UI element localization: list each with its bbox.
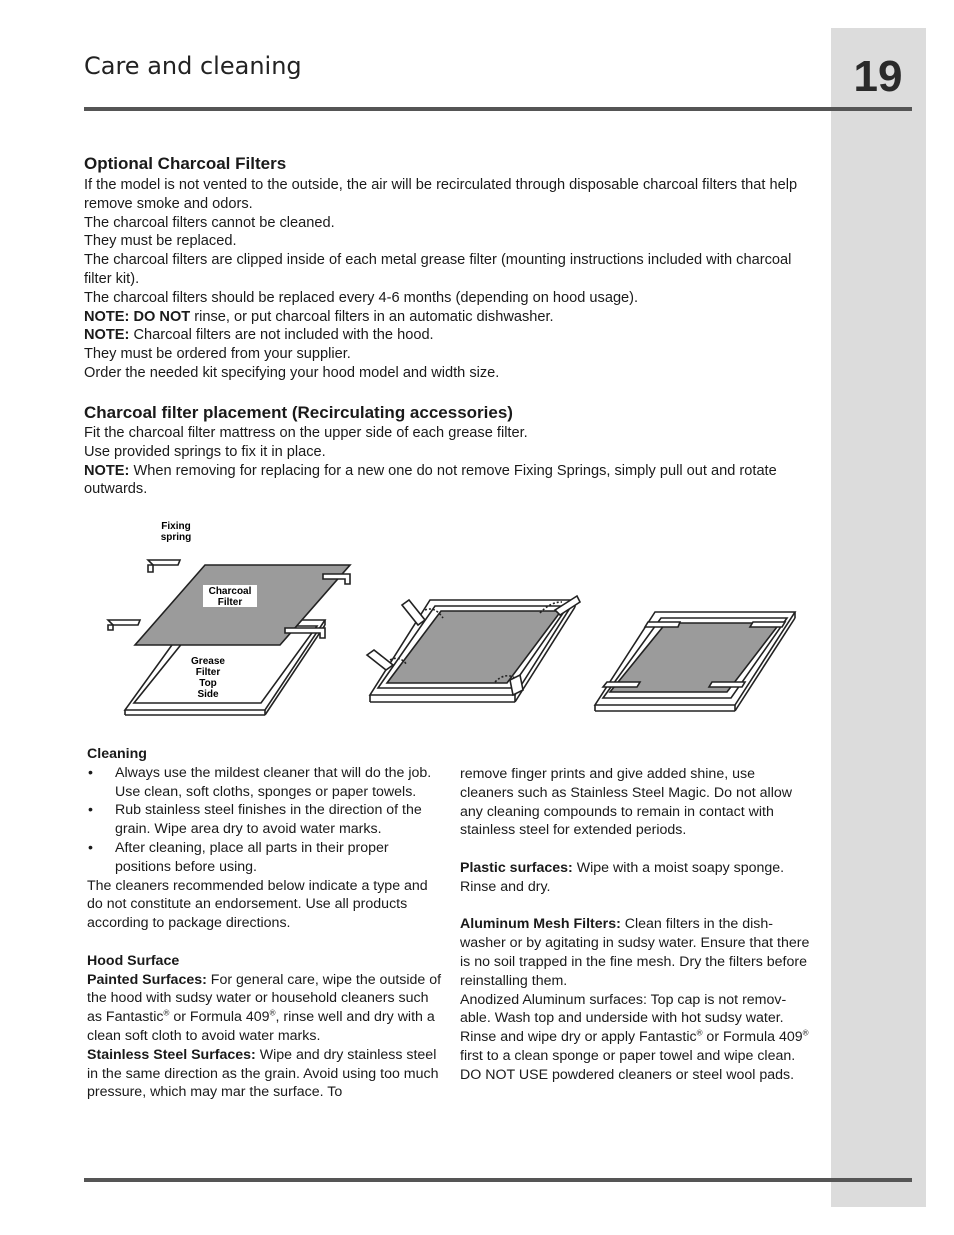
list-item: • After cleaning, place all parts in their proper positions before using. [87, 839, 442, 877]
assembled-filter-figure [595, 612, 795, 711]
plastic-text: Wipe with a moist soapy sponge. Rinse and dry. [460, 859, 785, 895]
paragraph: If the model is not vented to the outside, the air will be recirculated through disposable charcoal filters that help remove smoke and odors. [84, 177, 798, 212]
note-text: rinse, or put charcoal filters in an automatic dishwasher. [190, 308, 554, 325]
painted-text-3: , rinse well and dry with a clean soft cloth to avoid water marks. [87, 1009, 435, 1044]
note-label: NOTE: [84, 462, 130, 479]
note [84, 308, 804, 327]
hood-surface-heading-text: Hood Surface [87, 952, 180, 969]
page-title: Care and cleaning [84, 52, 302, 80]
page-number: 19 [853, 52, 903, 101]
grease-label-line4: Side [197, 689, 219, 700]
grease-label-line1: Grease [191, 656, 225, 667]
paragraph: Use provided springs to fix it in place. [84, 443, 326, 460]
plastic-surfaces-paragraph [460, 859, 810, 897]
charcoal-label-line1: Charcoal [208, 586, 252, 597]
note-label: NOTE: [84, 327, 130, 344]
optional-charcoal-filters-section [84, 153, 804, 383]
paragraph: The charcoal filters cannot be cleaned. [84, 214, 335, 231]
paragraph: The charcoal filters should be replaced every 4-6 months (depending on hood usage). [84, 289, 639, 306]
anodized-text-1: Anodized Aluminum surfaces: Top cap is not remov-able. Wash top and underside with hot sudsy water. Rinse and wipe dry or apply Fantastic [460, 991, 787, 1046]
charcoal-label-line2: Filter [217, 597, 243, 608]
anodized-text-3: first to a clean sponge or paper towel and wipe clean. DO NOT USE powdered cleaners or steel wool pads. [460, 1047, 796, 1083]
grease-label-line3: Top [199, 678, 217, 689]
stainless-continued: remove finger prints and give added shine, use cleaners such as Stainless Steel Magic. Do not allow any cleaning compounds to remain in contact with stainless steel for extended periods. [460, 766, 792, 839]
cleaning-heading [87, 745, 442, 764]
cleaning-right-column [460, 765, 810, 1085]
stainless-text: Wipe and dry stainless steel in the same direction as the grain. Avoid using too much pressure, which may mar the surface. To [87, 1046, 439, 1101]
fixing-spring-label-line1: Fixing [161, 521, 191, 532]
header-divider [84, 107, 912, 111]
painted-text-2: or Formula 409 [169, 1009, 270, 1026]
note [84, 326, 804, 345]
aluminum-text: Clean filters in the dish-washer or by agitating in sudsy water. Ensure that there is no soil trapped in the fine mesh. Dry the filters before reinstalling them. [460, 916, 810, 989]
cleaning-left-column [87, 745, 442, 1102]
hood-surface-heading [87, 952, 442, 971]
aluminum-label: Aluminum Mesh Filters: [460, 916, 621, 933]
registered-mark: ® [163, 1008, 170, 1018]
note [84, 462, 804, 500]
painted-text-1: For general care, wipe the outside of the hood with sudsy water or household cleaners such as Fantastic [87, 971, 442, 1026]
list-item: • Rub stainless steel finishes in the direction of the grain. Wipe area dry to avoid water marks. [87, 801, 442, 839]
paragraph: The charcoal filters are clipped inside of each metal grease filter (mounting instructions included with charcoal filter kit). [84, 252, 792, 287]
diagram-svg [95, 510, 815, 725]
section-heading: Optional Charcoal Filters [84, 154, 287, 173]
registered-mark: ® [802, 1028, 809, 1038]
grease-label-line2: Filter [195, 667, 221, 678]
aluminum-filters-paragraph [460, 915, 810, 990]
list-item: • Always use the mildest cleaner that will do the job. Use clean, soft cloths, sponges or paper towels. [87, 764, 442, 802]
springs-rotating-figure [367, 596, 580, 702]
registered-mark: ® [696, 1028, 703, 1038]
paragraph: They must be ordered from your supplier. [84, 346, 351, 363]
section-heading: Charcoal filter placement (Recirculating accessories) [84, 403, 513, 422]
painted-label: Painted Surfaces: [87, 971, 207, 988]
registered-mark: ® [269, 1008, 276, 1018]
page-sidebar [831, 28, 926, 1207]
paragraph: Order the needed kit specifying your hood model and width size. [84, 364, 500, 381]
stainless-steel-paragraph [87, 1046, 442, 1102]
filter-placement-diagram [95, 510, 815, 725]
cleaning-bullet-list [87, 764, 442, 877]
plastic-label: Plastic surfaces: [460, 859, 573, 876]
exploded-view-figure [108, 560, 350, 715]
paragraph: Fit the charcoal filter mattress on the upper side of each grease filter. [84, 425, 528, 441]
cleaning-heading-text: Cleaning [87, 746, 147, 762]
note-text: When removing for replacing for a new one do not remove Fixing Springs, simply pull out and rotate outwards. [84, 462, 777, 498]
footer-divider [84, 1178, 912, 1182]
painted-surfaces-paragraph [87, 971, 442, 1046]
fixing-spring-label-line2: spring [160, 532, 192, 543]
anodized-text-2: or Formula 409 [702, 1029, 803, 1046]
anodized-paragraph [460, 991, 810, 1085]
note-text: Charcoal filters are not included with the hood. [129, 327, 434, 344]
stainless-label: Stainless Steel Surfaces: [87, 1046, 256, 1063]
note-label: NOTE: DO NOT [84, 308, 191, 325]
disclaimer: The cleaners recommended below indicate a type and do not constitute an endorsement. Use all products according to package directions. [87, 877, 428, 932]
charcoal-placement-section [84, 402, 804, 499]
paragraph: They must be replaced. [84, 233, 237, 250]
